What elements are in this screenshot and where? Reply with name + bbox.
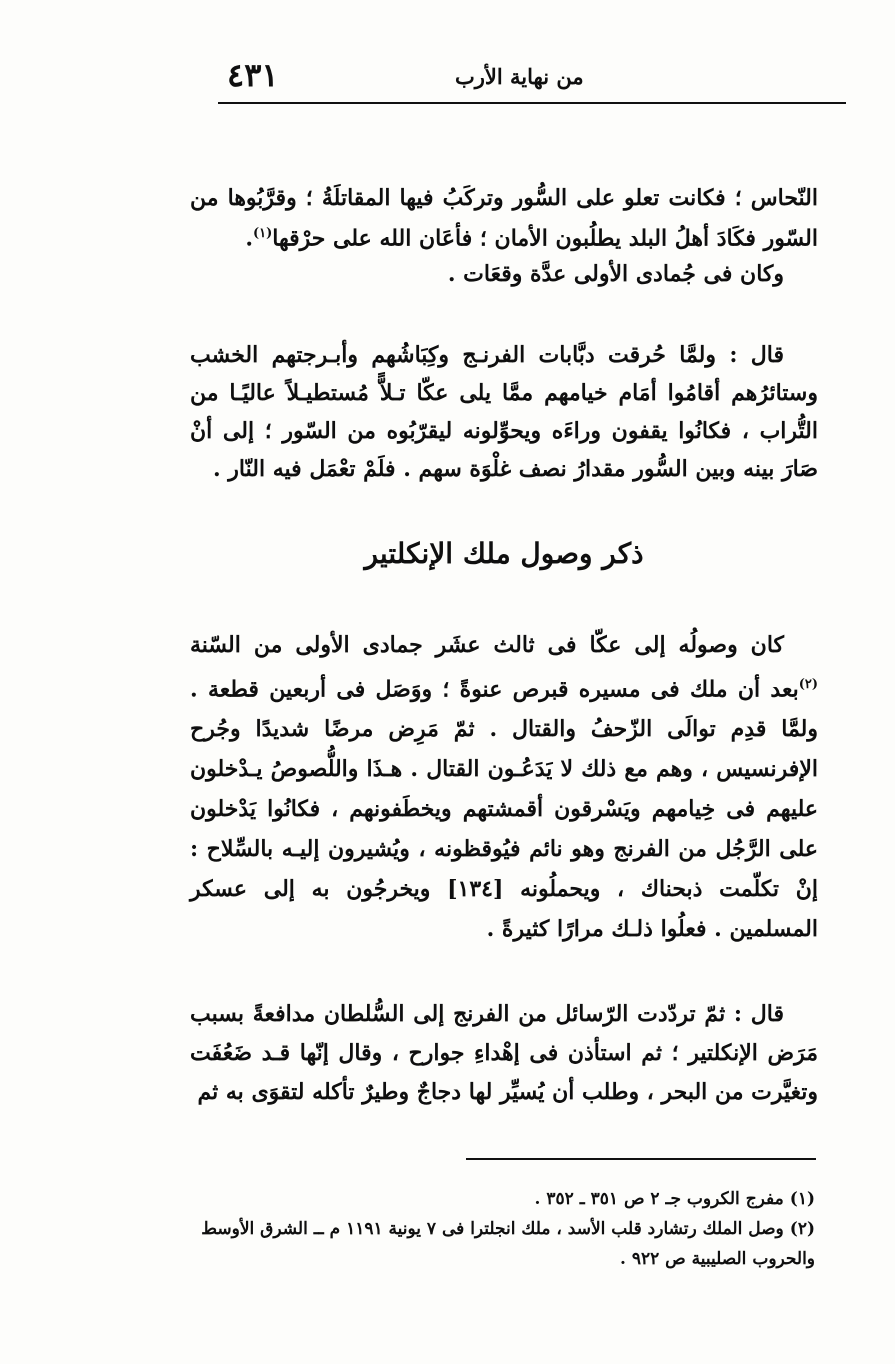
footnote-ref-2: (٢) <box>798 677 818 692</box>
footnote-1-number: (١) <box>789 1189 815 1209</box>
footnote-1-text: مفرج الكروب جـ ٢ ص ٣٥١ ـ ٣٥٢ . <box>534 1189 784 1209</box>
paragraph-3-rest: بعد أن ملك فى مسيره قبرص عنوةً ؛ ووَصَل فى أربعين قطعة . ولمَّا قدِم توالَى الزّحفُ والقتال . ثمّ مَرِض مرضًا شديدًا وجُرح الإفرنسيس ، وهم مع ذلك لا يَدَعُـون القتال . هـذَا واللُّصوصُ يـدْخلون عليهم فى خِيامهم ويَسْرقون أقمشتهم ويخطَفونهم ، فكانُوا يَدْخلون على الرَّجُل من الفرنج وهو نائم فيُوقظونه ، ويُشيرون إليـه بالسِّلاح : إنْ تكلّمت ذبحناك ، ويحملُونه [١٣٤] ويخرجُون به إلى عسكر المسلمين . فعلُوا ذلـك مرارًا كثيرةً . <box>190 676 818 943</box>
footnote-rule <box>466 1158 816 1160</box>
page-header <box>213 52 843 102</box>
paragraph-1-end: . <box>245 225 253 252</box>
paragraph-3-start: كان وصولُه إلى عكّا فى ثالث عشَر جمادى الأولى من السّنة <box>190 632 784 658</box>
paragraph-1b: وكان فى جُمادى الأولى عدَّة وقعَات . <box>447 261 784 288</box>
page-number: ٤٣١ <box>227 56 279 94</box>
paragraph-3 <box>190 625 818 949</box>
paragraph-1-text: النّحاس ؛ فكانت تعلو على السُّور وتركَبُ فيها المقاتلَةُ ؛ وقرَّبُوها من السّور فكَادَ أهلُ البلد يطلُبون الأمان ؛ فأعَان الله على حرْقها <box>190 185 818 252</box>
paragraph-4: قال : ثمّ تردّدت الرّسائل من الفرنج إلى السُّلطان مدافعةً بسبب مَرَض الإنكلتير ؛ ثم استأذن فى إهْداءِ جوارح ، وقال إنّها قـد ضَعُفَت وتغيَّرت من البحر ، وطلب أن يُسيِّر لها دجاجٌ وطيرٌ تأكله لتقوَى به ثم <box>190 1001 818 1105</box>
footnotes <box>165 1184 815 1274</box>
section-heading: ذكر وصول ملك الإنكلتير <box>364 537 644 570</box>
footnote-1 <box>165 1184 815 1214</box>
header-rule <box>218 102 846 104</box>
footnote-ref-1: (١) <box>253 226 273 241</box>
paragraph-1 <box>190 180 818 292</box>
footnote-2 <box>165 1214 815 1274</box>
running-title: من نهاية الأرب <box>455 64 584 89</box>
paragraph-2: قال : ولمَّا حُرقت دبَّابات الفرنـج وكِبَاشُهم وأبـرجتهم الخشب وستائرُهم أقامُوا أمَام خيامهم ممَّا يلى عكّا تـلاًّ مُستطيـلاً عاليًـا من التُّراب ، فكانُوا يقفون وراءَه ويحوِّلونه ليقرّبُوه من السّور ؛ إلى أنْ صَارَ بينه وبين السُّور مقدارُ نصف غلْوَة سهم . فلَمْ تعْمَل فيه النّار . <box>190 342 818 482</box>
footnote-2-text: وصل الملك رتشارد قلب الأسد ، ملك انجلترا فى ٧ يونية ١١٩١ م ــ الشرق الأوسط والحروب الصليبية ص ٩٢٢ . <box>201 1219 815 1269</box>
footnote-2-number: (٢) <box>789 1219 815 1239</box>
